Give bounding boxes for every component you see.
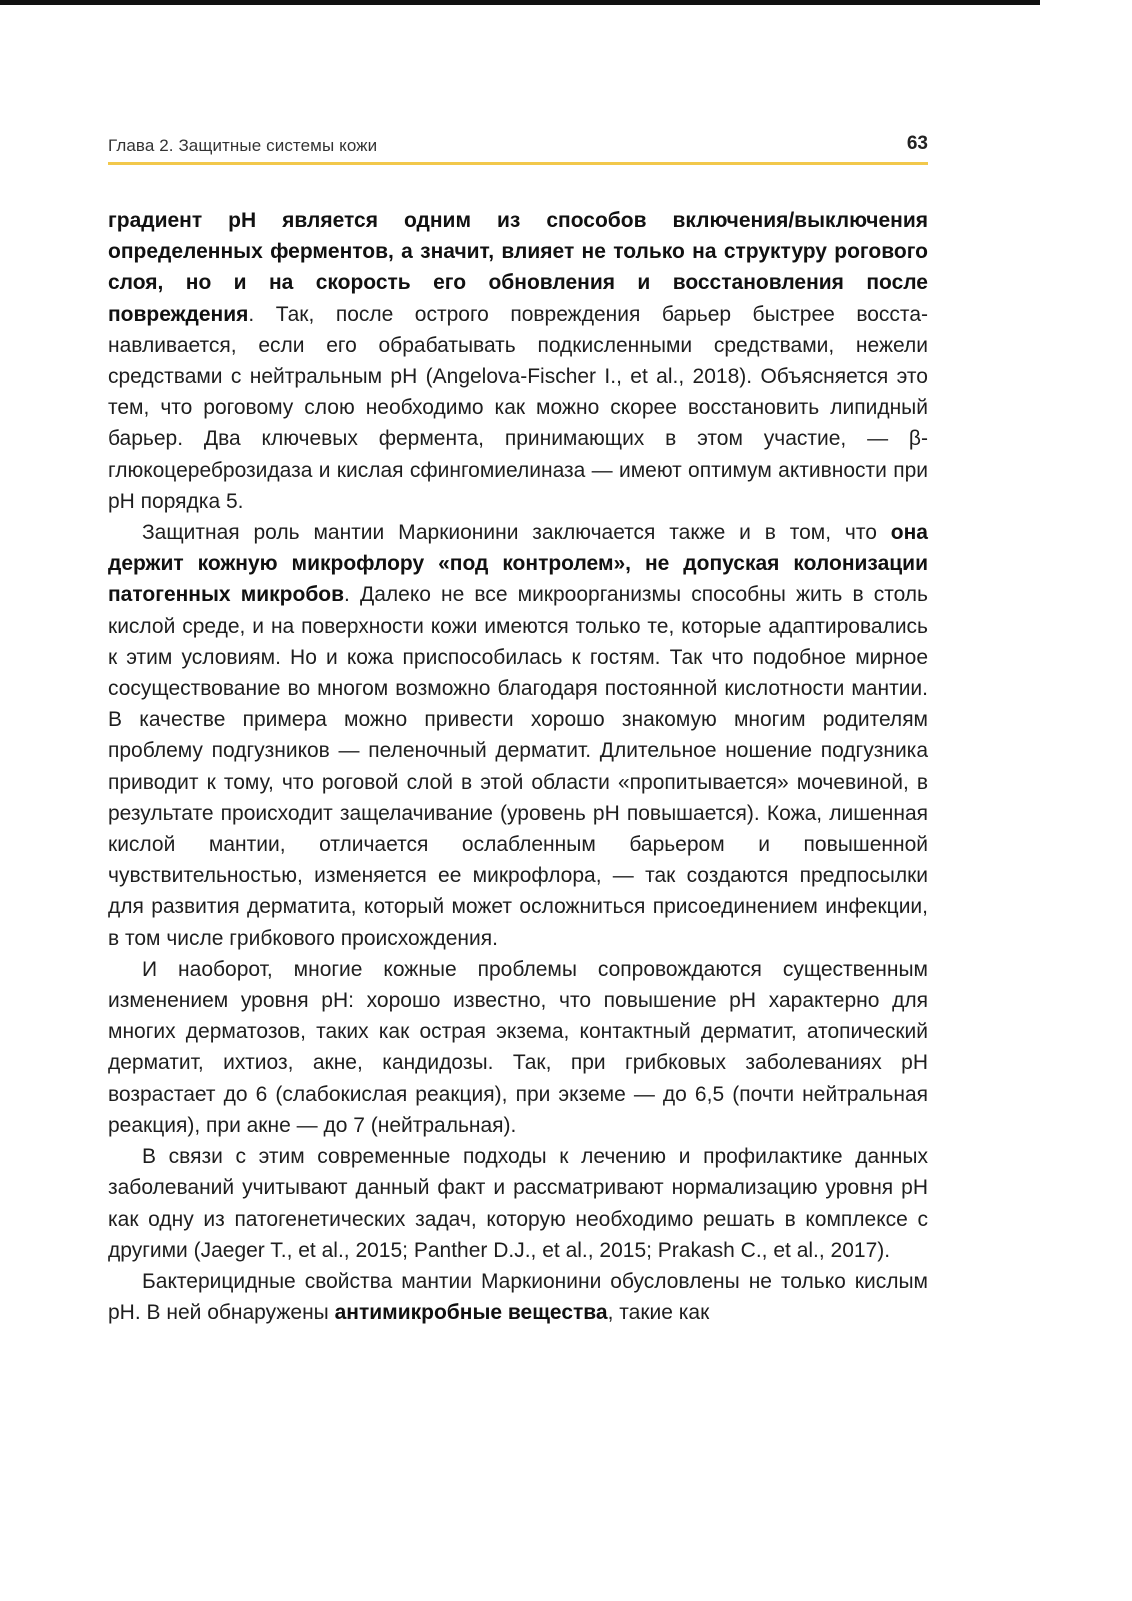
text-run: . Так, после острого повреждения барьер быстрее восстанавливается, если его обрабатывать подкисленными средствами, нежели средствами с нейтральным pH (Angelova-Fischer I., et al., 2018). Объясняется это тем, что роговому слою необходимо как можно скорее восстановить липидный барьер. Два ключевых фермента, принимающих в этом участие, — β-глюкоцереброзидаза и кислая сфингомиелиназа — имеют оптимум активности при pH порядка 5. [108,302,928,513]
paragraph [108,205,928,517]
top-border-rule [0,0,1040,5]
page-number: 63 [906,133,928,154]
emphasis-text: она держит кожную микрофлору «под контролем», не допуская колонизации патогенных микробов [108,521,928,607]
paragraph [108,1141,928,1266]
text-run: Защитная роль мантии Маркионини заключается также и в том, что [142,521,891,545]
text-run: Бактерицидные свойства мантии Маркионини обусловлены не только кислым pH. В ней обнаружены [108,1269,928,1325]
text-run: , такие как [607,1301,710,1325]
text-run: . Далеко не все микроорганизмы способны жить в столь кислой среде, и на поверхности кожи имеются только те, которые адаптировались к этим условиям. Но и кожа приспособилась к гостям. Так что подобное мирное сосуществование во многом возможно благодаря постоянной кислотности мантии. В качестве примера можно привести хорошо знакомую многим родителям проблему подгузников — пеленочный дерматит. Длительное ношение подгузника приводит к тому, что роговой слой в этой области «пропитывается» мочевиной, в результате происходит защелачивание (уровень pH повышается). Кожа, лишенная кислой мантии, отличается ослабленным барьером и повышенной чувствительностью, изменяется ее микрофлора, — так создаются предпосылки для развития дерматита, который может осложниться присоединением инфекции, в том числе грибкового происхождения. [108,583,929,950]
running-header [108,132,928,165]
text-run: И наоборот, многие кожные проблемы сопровождаются существенным изменением уровня pH: хорошо известно, что повышение pH характерно для многих дерматозов, таких как острая экзема, контактный дерматит, атопический дерматит, ихтиоз, акне, кандидозы. Так, при грибковых заболеваниях pH возрастает до 6 (слабокислая реакция), при экземе — до 6,5 (почти нейтральная реакция), при акне — до 7 (нейтральная). [108,957,928,1137]
paragraph [108,517,928,954]
emphasis-text: градиент pH является одним из способов включения/выключения определенных ферментов, а значит, влияет не только на структуру рогового слоя, но и на скорость его обновления и восстановления после повреждения [108,209,928,326]
text-run: В связи с этим современные подходы к лечению и профилактике данных заболеваний учитывают данный факт и рассматривают нормализацию уровня pH как одну из патогенетических задач, которую необходимо решать в комплексе с другими (Jaeger T., et al., 2015; Panther D.J., et al., 2015; Prakash C., et al., 2017). [108,1145,928,1262]
emphasis-text: антимикробные вещества [334,1301,608,1325]
paragraph [108,954,928,1141]
chapter-title: Глава 2. Защитные системы кожи [108,136,378,155]
paragraph [108,1266,928,1328]
body-text [108,205,928,1328]
